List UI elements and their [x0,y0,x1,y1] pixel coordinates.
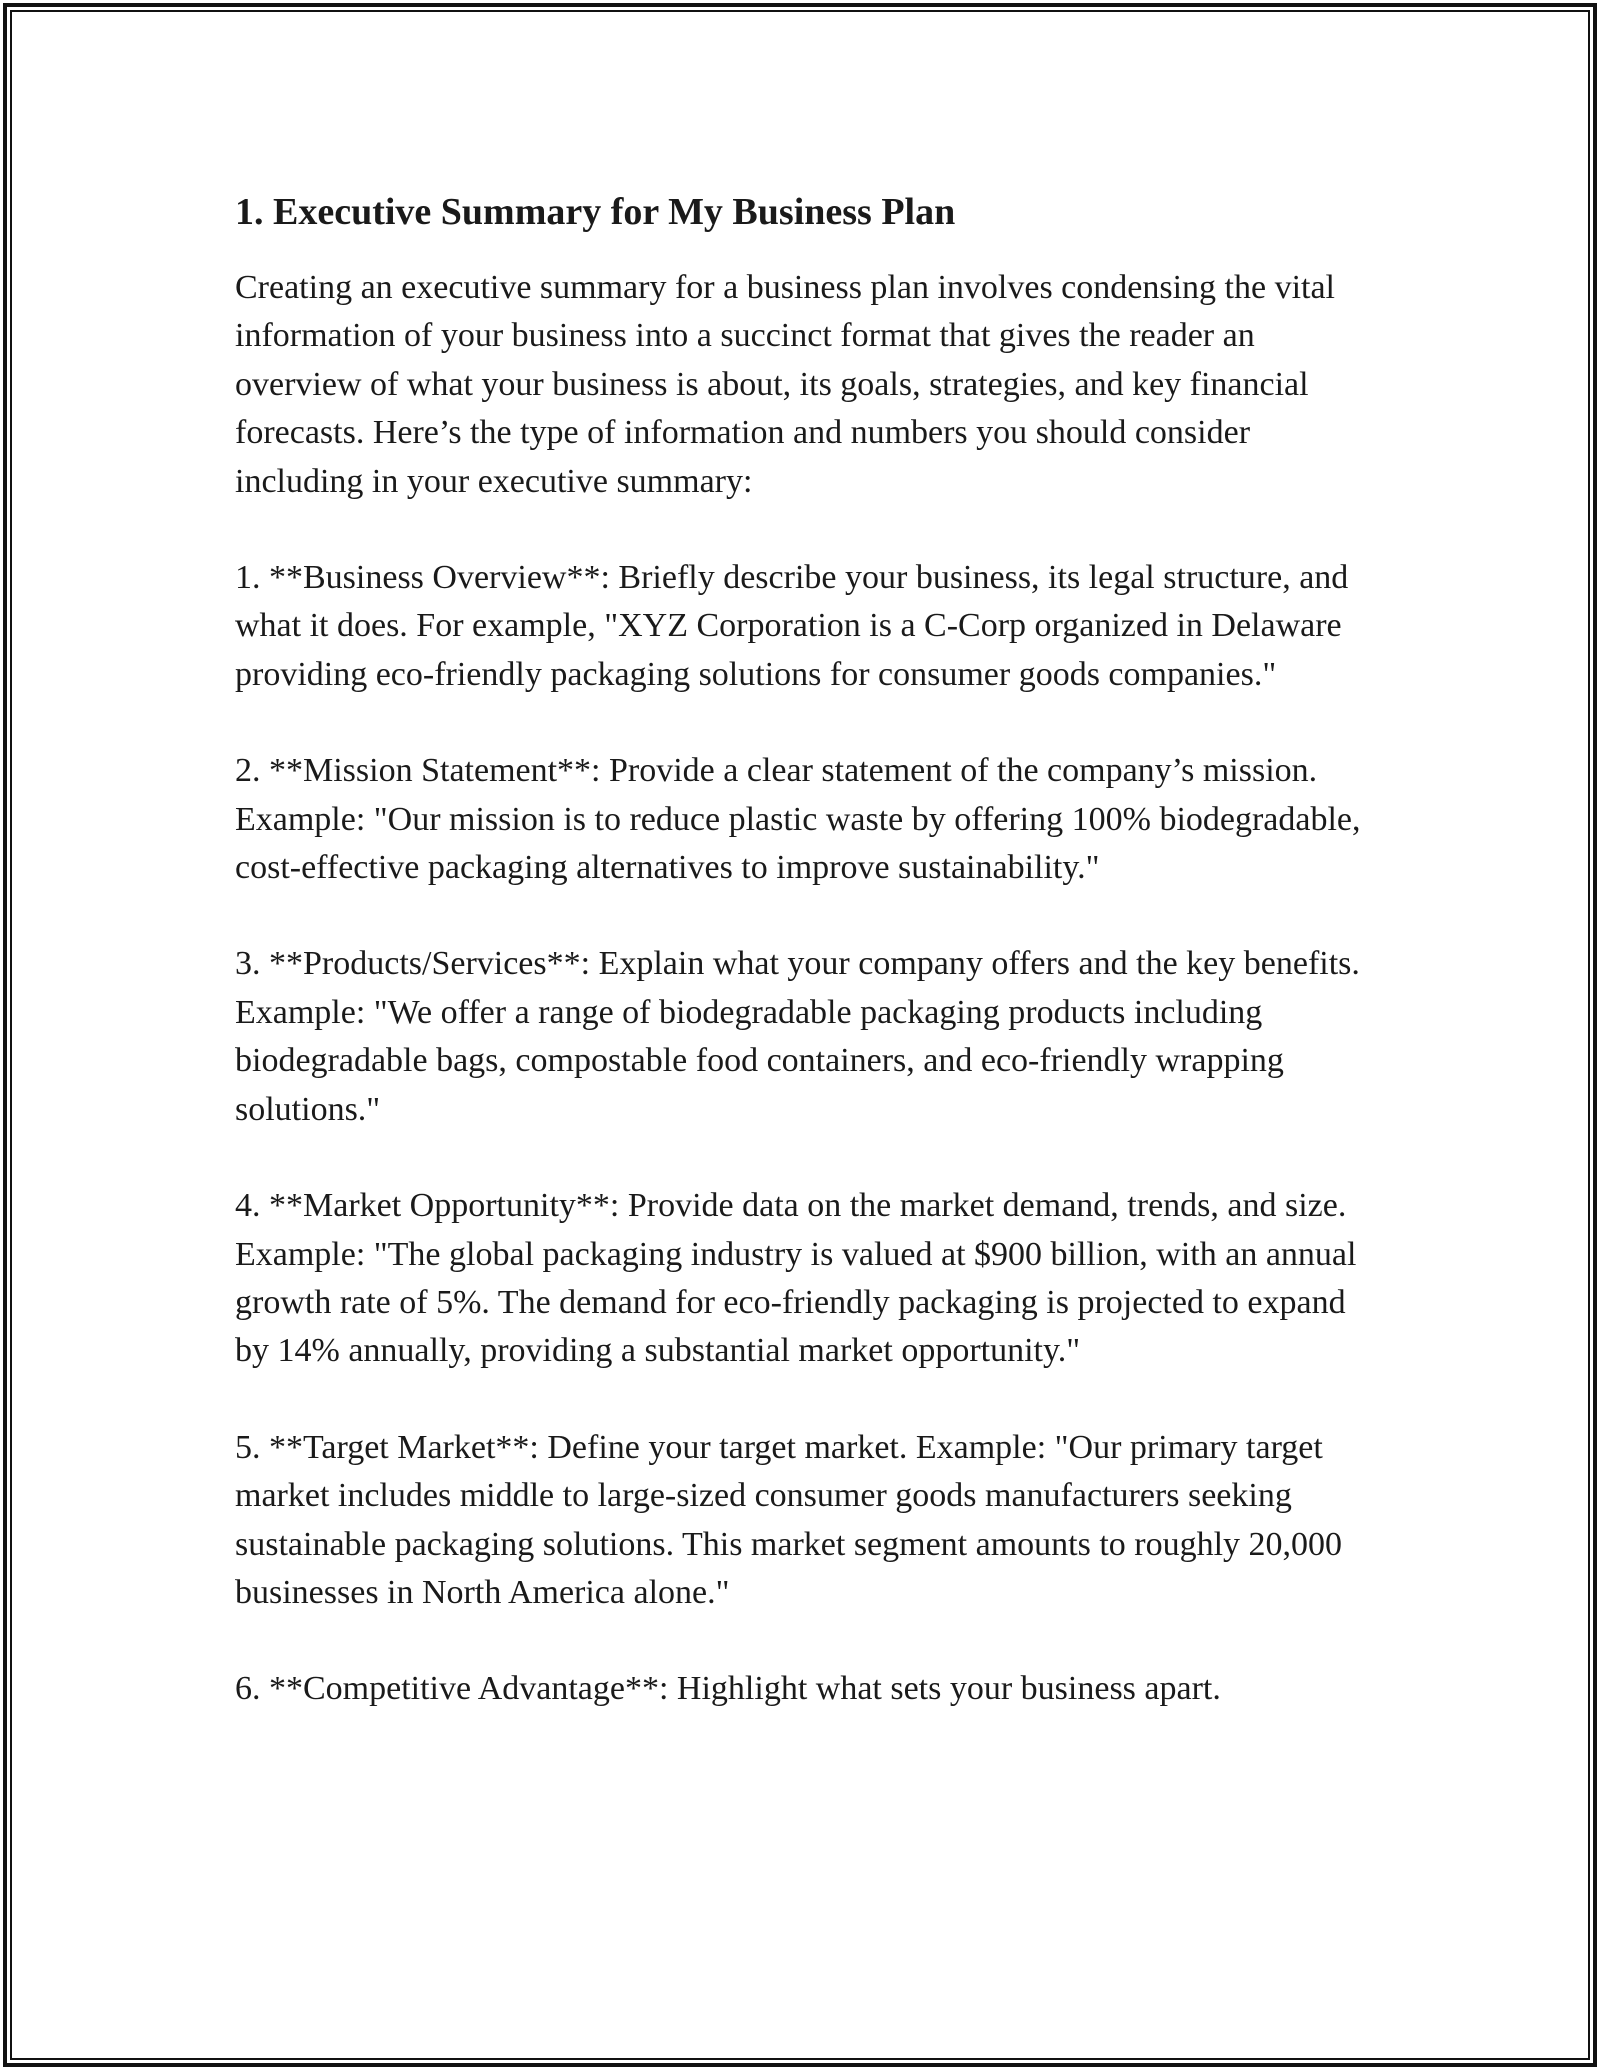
list-item-competitive-advantage: 6. **Competitive Advantage**: Highlight what sets your business apart. [235,1670,1221,1708]
list-item-target-market: 5. **Target Market**: Define your target market. Example: "Our primary target market includes middle to large-sized consumer goods manufacturers seeking sustainable packaging solutions. This market segment amounts to roughly 20,000 businesses in North America alone." [235,1428,1343,1611]
intro-paragraph: Creating an executive summary for a business plan involves condensing the vital information of your business into a succinct format that gives the reader an overview of what your business is about, its goals, strategies, and key financial forecasts. Here’s the type of information and numbers you should consider including in your executive summary: [235,269,1336,500]
list-item-business-overview: 1. **Business Overview**: Briefly describe your business, its legal structure, and what it does. For example, "XYZ Corporation is a C-Corp organized in Delaware providing eco-friendly packaging solutions for consumer goods companies." [235,559,1349,693]
list-item-products-services: 3. **Products/Services**: Explain what your company offers and the key benefits. Example: "We offer a range of biodegradable packaging products including biodegradable bags, compostable food containers, and eco-friendly wrapping solutions." [235,945,1360,1128]
document-page [235,186,1385,1762]
list-item-mission-statement: 2. **Mission Statement**: Provide a clear statement of the company’s mission. Example: "Our mission is to reduce plastic waste by offering 100% biodegradable, cost-effective packaging alternatives to improve sustainability." [235,752,1361,887]
document-title: 1. Executive Summary for My Business Plan [235,191,956,233]
list-item-market-opportunity: 4. **Market Opportunity**: Provide data on the market demand, trends, and size. Example: "The global packaging industry is valued at $900 billion, with an annual growth rate of 5%. The demand for eco-friendly packaging is projected to expand by 14% annually, providing a substantial market opportunity." [235,1187,1357,1370]
